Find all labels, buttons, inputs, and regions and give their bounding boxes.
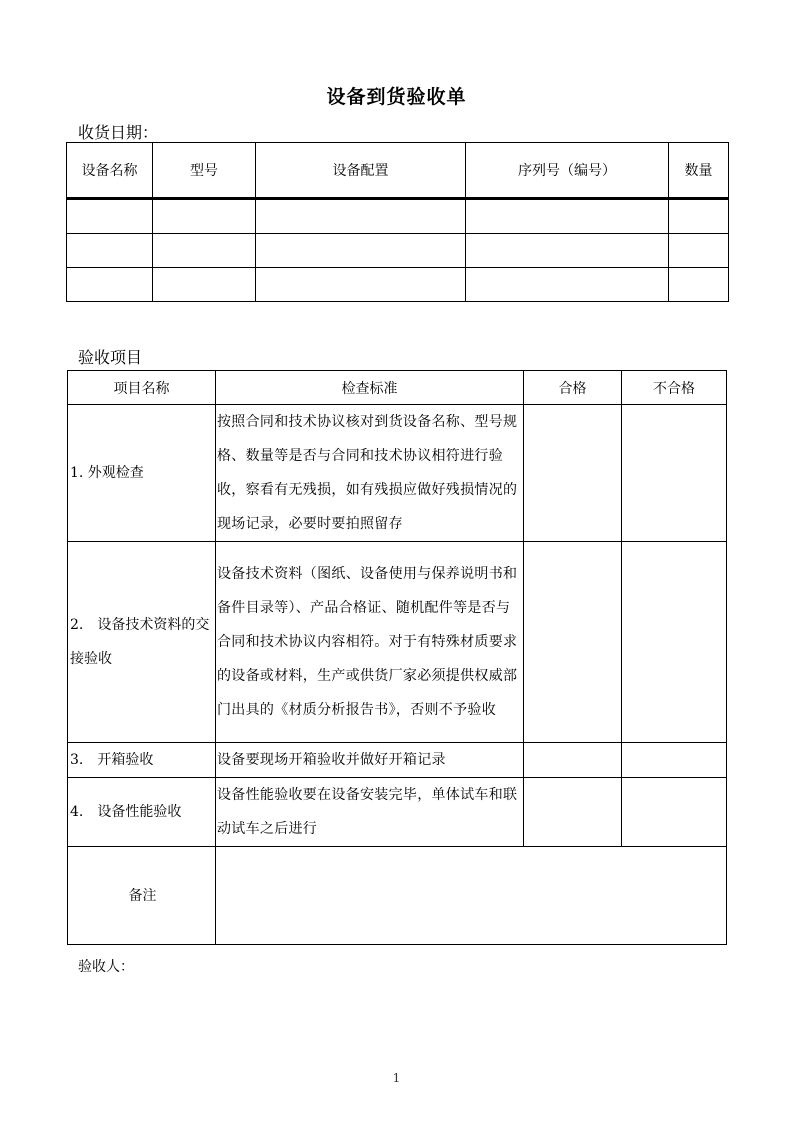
inspector-label: 验收人： xyxy=(78,959,134,975)
cell-equipment-name[interactable] xyxy=(67,268,153,302)
cell-serial-number[interactable] xyxy=(466,199,669,234)
table-row xyxy=(67,234,729,268)
item-name: 1. 外观检查 xyxy=(68,405,216,542)
fail-cell[interactable] xyxy=(622,405,727,542)
inspection-section-label: 验收项目 xyxy=(78,348,143,367)
cell-quantity[interactable] xyxy=(669,268,729,302)
cell-configuration[interactable] xyxy=(256,234,466,268)
inspection-table-header xyxy=(68,371,727,405)
page-number: 1 xyxy=(392,1071,401,1085)
table-row xyxy=(67,268,729,302)
cell-quantity[interactable] xyxy=(669,234,729,268)
cell-model[interactable] xyxy=(153,268,256,302)
header-pass: 合格 xyxy=(524,371,622,405)
equipment-table xyxy=(66,142,729,302)
equipment-table-header xyxy=(67,143,729,199)
pass-cell[interactable] xyxy=(524,743,622,778)
pass-cell[interactable] xyxy=(524,405,622,542)
item-standard: 按照合同和技术协议核对到货设备名称、型号规格、数量等是否与合同和技术协议相符进行验收，察看有无残损，如有残损应做好残损情况的现场记录，必要时要拍照留存 xyxy=(216,405,524,542)
item-name: 2. 设备技术资料的交接验收 xyxy=(68,542,216,743)
cell-model[interactable] xyxy=(153,199,256,234)
table-row xyxy=(67,199,729,234)
inspection-table xyxy=(67,370,727,945)
header-item-name: 项目名称 xyxy=(68,371,216,405)
header-inspection-standard: 检查标准 xyxy=(216,371,524,405)
header-fail: 不合格 xyxy=(622,371,727,405)
cell-serial-number[interactable] xyxy=(466,268,669,302)
header-configuration: 设备配置 xyxy=(256,143,466,199)
item-name: 4. 设备性能验收 xyxy=(68,778,216,847)
pass-cell[interactable] xyxy=(524,542,622,743)
cell-quantity[interactable] xyxy=(669,199,729,234)
cell-model[interactable] xyxy=(153,234,256,268)
fail-cell[interactable] xyxy=(622,743,727,778)
item-name: 3. 开箱验收 xyxy=(68,743,216,778)
fail-cell[interactable] xyxy=(622,778,727,847)
item-standard: 设备要现场开箱验收并做好开箱记录 xyxy=(216,743,524,778)
remarks-row xyxy=(68,847,727,945)
header-model: 型号 xyxy=(153,143,256,199)
remarks-field[interactable] xyxy=(216,847,727,945)
item-standard: 设备技术资料（图纸、设备使用与保养说明书和备件目录等）、产品合格证、随机配件等是否与合同和技术协议内容相符。对于有特殊材质要求的设备或材料，生产或供货厂家必须提供权威部门出具的《材质分析报告书》，否则不予验收 xyxy=(216,542,524,743)
fail-cell[interactable] xyxy=(622,542,727,743)
pass-cell[interactable] xyxy=(524,778,622,847)
header-serial-number: 序列号（编号） xyxy=(466,143,669,199)
table-row xyxy=(68,405,727,542)
cell-serial-number[interactable] xyxy=(466,234,669,268)
cell-configuration[interactable] xyxy=(256,199,466,234)
table-row xyxy=(68,743,727,778)
item-standard: 设备性能验收要在设备安装完毕，单体试车和联动试车之后进行 xyxy=(216,778,524,847)
cell-configuration[interactable] xyxy=(256,268,466,302)
remarks-label: 备注 xyxy=(68,847,216,945)
header-equipment-name: 设备名称 xyxy=(67,143,153,199)
table-row xyxy=(68,778,727,847)
table-row xyxy=(68,542,727,743)
cell-equipment-name[interactable] xyxy=(67,234,153,268)
cell-equipment-name[interactable] xyxy=(67,199,153,234)
header-quantity: 数量 xyxy=(669,143,729,199)
page-title: 设备到货验收单 xyxy=(326,86,467,108)
receipt-date-label: 收货日期： xyxy=(78,123,159,142)
